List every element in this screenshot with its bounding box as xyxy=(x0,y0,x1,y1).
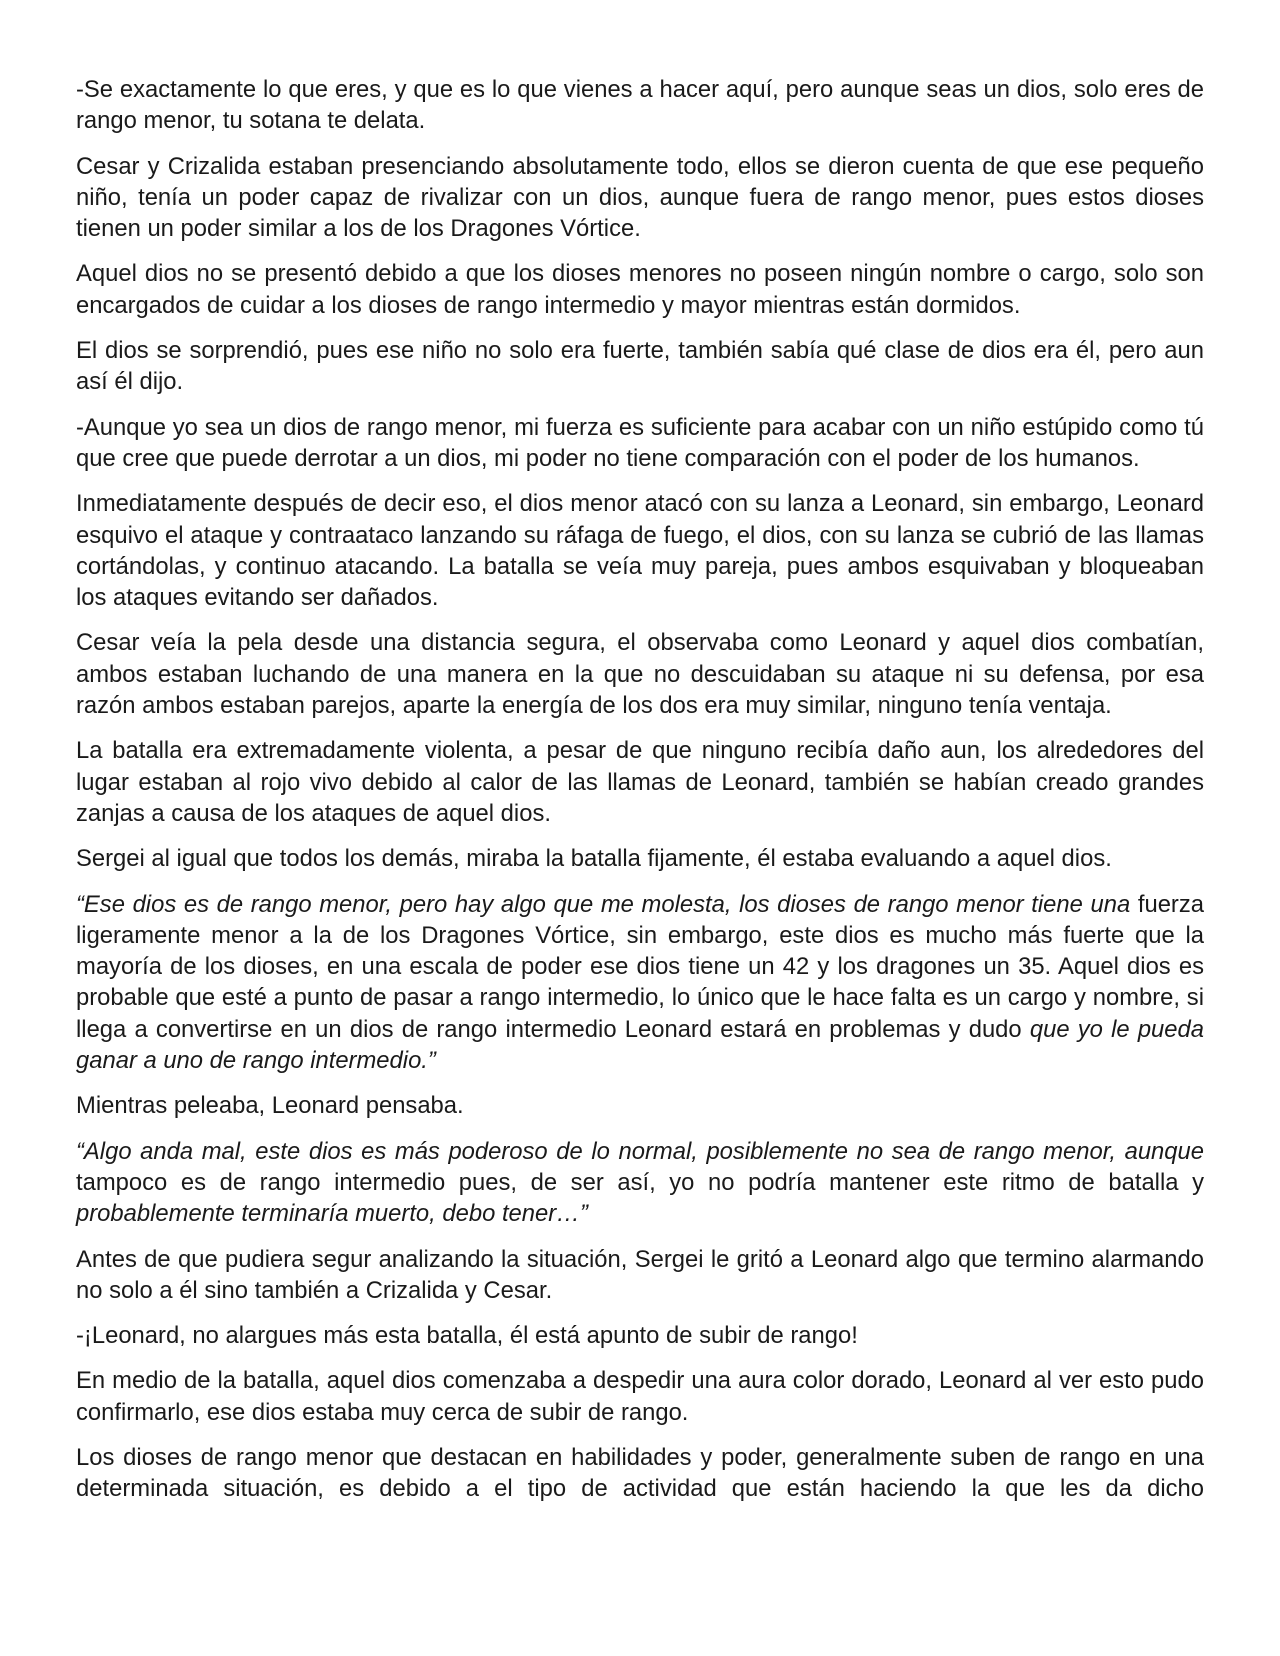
thought-paragraph xyxy=(76,889,1204,1077)
thought-text-italic: probablemente terminaría muerto, debo tener…” xyxy=(76,1200,588,1228)
thought-text-italic: “Algo anda mal, este dios es más poderoso de lo normal, posiblemente no sea de rango menor, aunque xyxy=(76,1137,1204,1165)
paragraph-text: -¡Leonard, no alargues más esta batalla, él está apunto de subir de rango! xyxy=(76,1322,858,1350)
paragraph xyxy=(76,74,1204,137)
thought-text: tampoco es de rango intermedio pues, de ser así, yo no podría mantener este ritmo de batalla y xyxy=(76,1168,1204,1196)
paragraph-text: -Se exactamente lo que eres, y que es lo que vienes a hacer aquí, pero aunque seas un dios, solo eres de rango menor, tu sotana te delata. xyxy=(76,76,1204,135)
paragraph-text: Aquel dios no se presentó debido a que los dioses menores no poseen ningún nombre o cargo, solo son encargados de cuidar a los dioses de rango intermedio y mayor mientras están dormidos. xyxy=(76,260,1204,319)
paragraph-text: En medio de la batalla, aquel dios comenzaba a despedir una aura color dorado, Leonard al ver esto pudo confirmarlo, ese dios estaba muy cerca de subir de rango. xyxy=(76,1367,1204,1426)
paragraph xyxy=(76,488,1204,613)
paragraph-text: -Aunque yo sea un dios de rango menor, mi fuerza es suficiente para acabar con un niño estúpido como tú que cree que puede derrotar a un dios, mi poder no tiene comparación con el poder de los humanos. xyxy=(76,413,1204,472)
paragraph xyxy=(76,258,1204,321)
thought-paragraph xyxy=(76,1136,1204,1230)
paragraph xyxy=(76,151,1204,245)
paragraph xyxy=(76,1090,1204,1121)
paragraph xyxy=(76,335,1204,398)
paragraph xyxy=(76,627,1204,721)
paragraph xyxy=(76,1442,1204,1505)
paragraph-text: La batalla era extremadamente violenta, a pesar de que ninguno recibía daño aun, los alrededores del lugar estaban al rojo vivo debido al calor de las llamas de Leonard, también se habían creado grandes zanjas a causa de los ataques de aquel dios. xyxy=(76,737,1204,827)
paragraph xyxy=(76,1320,1204,1351)
paragraph xyxy=(76,843,1204,874)
paragraph-text: Antes de que pudiera segur analizando la situación, Sergei le gritó a Leonard algo que termino alarmando no solo a él sino también a Crizalida y Cesar. xyxy=(76,1245,1204,1304)
paragraph xyxy=(76,735,1204,829)
paragraph xyxy=(76,1365,1204,1428)
paragraph xyxy=(76,412,1204,475)
thought-text: fuerza ligeramente menor a la de los Dragones Vórtice, sin embargo, este dios es mucho más fuerte que la mayoría de los dioses, en una escala de poder ese dios tiene un 42 y los dragones un 35. Aquel dios es probable que esté a punto de pasar a rango intermedio, lo único que le hace falta es un cargo y nombre, si llega a convertirse en un dios de rango intermedio Leonard estará en problemas y dudo xyxy=(76,890,1204,1043)
paragraph-text: Cesar veía la pela desde una distancia segura, el observaba como Leonard y aquel dios combatían, ambos estaban luchando de una manera en la que no descuidaban su ataque ni su defensa, por esa razón ambos estaban parejos, aparte la energía de los dos era muy similar, ninguno tenía ventaja. xyxy=(76,629,1204,720)
paragraph-text: Mientras peleaba, Leonard pensaba. xyxy=(76,1092,464,1120)
thought-text-italic: “Ese dios es de rango menor, pero hay algo que me molesta, los dioses de rango menor tiene una xyxy=(76,890,1131,918)
paragraph-text: Los dioses de rango menor que destacan en habilidades y poder, generalmente suben de rango en una determinada situación, es debido a el tipo de actividad que están haciendo la que les da dicho xyxy=(76,1443,1204,1503)
paragraph-text: Cesar y Crizalida estaban presenciando absolutamente todo, ellos se dieron cuenta de que ese pequeño niño, tenía un poder capaz de rivalizar con un dios, aunque fuera de rango menor, pues estos dioses tienen un poder similar a los de los Dragones Vórtice. xyxy=(76,152,1204,243)
paragraph-text: Sergei al igual que todos los demás, miraba la batalla fijamente, él estaba evaluando a aquel dios. xyxy=(76,845,1112,873)
thought-text-italic: que yo le pueda ganar a uno de rango intermedio.” xyxy=(76,1015,1204,1075)
paragraph-text: El dios se sorprendió, pues ese niño no solo era fuerte, también sabía qué clase de dios era él, pero aun así él dijo. xyxy=(76,337,1204,396)
paragraph-text: Inmediatamente después de decir eso, el dios menor atacó con su lanza a Leonard, sin embargo, Leonard esquivo el ataque y contraataco lanzando su ráfaga de fuego, el dios, con su lanza se cubrió de las llamas cortándolas, y continuo atacando. La batalla se veía muy pareja, pues ambos esquivaban y bloqueaban los ataques evitando ser dañados. xyxy=(76,490,1204,612)
paragraph xyxy=(76,1244,1204,1307)
document-page xyxy=(76,74,1204,1505)
